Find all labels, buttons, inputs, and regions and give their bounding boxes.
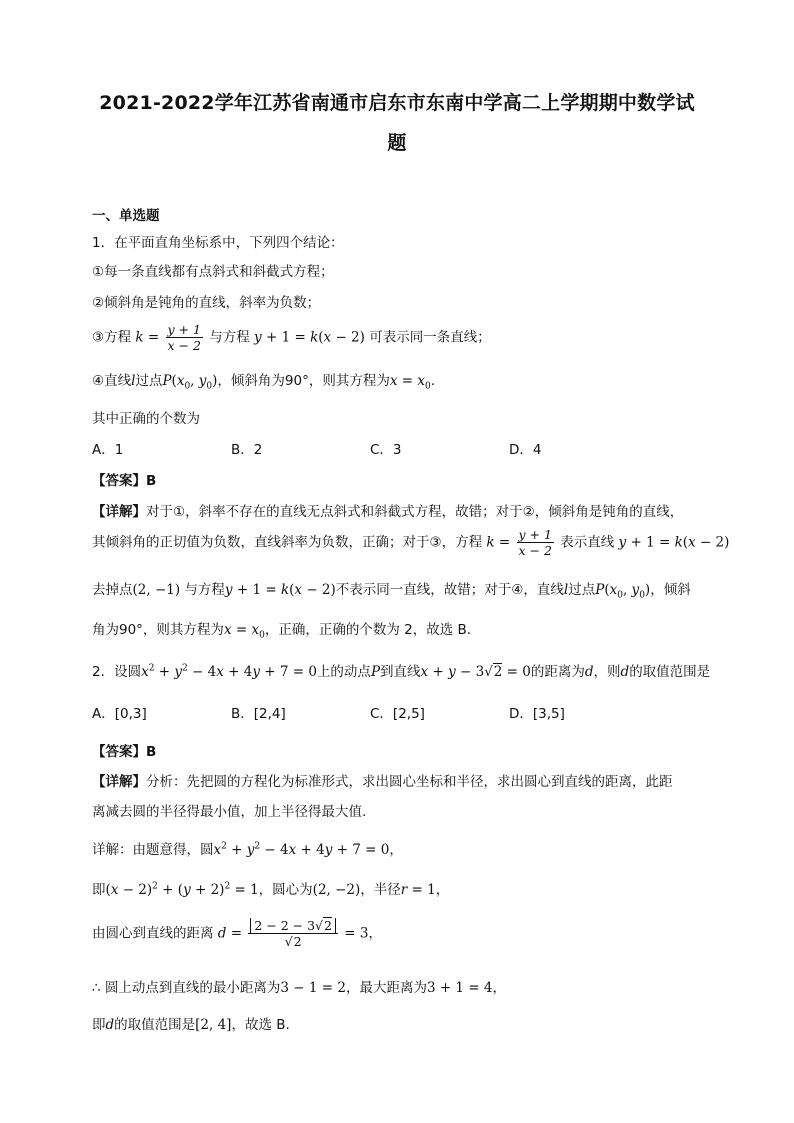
q1-statement-3: ③方程 k = $\frac{y + 1}{x - 2}$ 与方程 y + 1 = k(x − 2) 可表示同一条直线； bbox=[92, 322, 491, 353]
q2-option-d: D．[3,5] bbox=[509, 706, 565, 722]
q1-question: 其中正确的个数为 bbox=[92, 411, 200, 427]
doc-title-line1: 2021-2022学年江苏省南通市启东市东南中学高二上学期期中数学试 bbox=[99, 92, 695, 114]
q2-detail-line1: 【详解】分析：先把圆的方程化为标准形式，求出圆心坐标和半径，求出圆心到直线的距离，此距 bbox=[92, 774, 673, 790]
q2-stem: 2．设圆$x^2 + y^2 - 4x + 4y + 7 = 0$上的动点P到直线x + y − 3√2 = 0的距离为d，则d的取值范围是 bbox=[92, 663, 711, 680]
q1-detail-line3: 去掉点(2, −1) 与方程y + 1 = k(x − 2)不表示同一直线，故错；对于④，直线l过点$P(x_0$, $y_0$)，倾斜 bbox=[92, 582, 691, 601]
q1-statement-2: ②倾斜角是钝角的直线，斜率为负数； bbox=[92, 295, 321, 311]
q2-option-c: C．[2,5] bbox=[370, 706, 425, 722]
q2-option-a: A．[0,3] bbox=[92, 706, 147, 722]
q2-detail-line7: 即d的取值范围是[2, 4]，故选 B. bbox=[92, 1017, 290, 1033]
doc-title-line2: 题 bbox=[387, 132, 407, 154]
q1-statement-1: ①每一条直线都有点斜式和斜截式方程； bbox=[92, 264, 334, 280]
q1-option-b: B．2 bbox=[231, 442, 263, 458]
q1-detail-line2: 其倾斜角的正切值为负数，直线斜率为负数，正确；对于③，方程 k = $\frac{y + 1}{x - 2}$ 表示直线 y + 1 = k(x − 2) bbox=[92, 527, 730, 558]
q1-statement-4: ④直线l过点$P(x_0$, $y_0$)，倾斜角为90°，则其方程为$x = x_0$. bbox=[92, 373, 436, 392]
section-heading: 一、单选题 bbox=[92, 208, 160, 224]
q1-stem: 1．在平面直角坐标系中，下列四个结论： bbox=[92, 235, 344, 251]
q2-detail-line6: ∴ 圆上动点到直线的最小距离为3 − 1 = 2，最大距离为3 + 1 = 4， bbox=[92, 980, 507, 996]
q2-detail-line5: 由圆心到直线的距离 d = $\frac{2 - 2 - 3√2}{√2}$ = 3， bbox=[92, 918, 382, 949]
q1-option-c: C．3 bbox=[370, 442, 402, 458]
q1-option-a: A．1 bbox=[92, 442, 124, 458]
q1-fraction: $\frac{y + 1}{x - 2}$ bbox=[167, 322, 201, 353]
q1-detail-line4: 角为90°，则其方程为$x = x_0$，正确，正确的个数为 2，故选 B. bbox=[92, 622, 472, 641]
q2-option-b: B．[2,4] bbox=[231, 706, 286, 722]
q2-answer: 【答案】B bbox=[92, 744, 157, 760]
q2-detail-line2: 离减去圆的半径得最小值，加上半径得最大值. bbox=[92, 804, 367, 820]
q1-answer: 【答案】B bbox=[92, 473, 157, 489]
q2-detail-line3: 详解：由题意得，圆$x^2 + y^2 - 4x + 4y + 7 = 0$， bbox=[92, 841, 403, 858]
q1-detail-line1: 【详解】对于①，斜率不存在的直线无点斜式和斜截式方程，故错；对于②，倾斜角是钝角的直线， bbox=[92, 504, 684, 520]
q2-detail-line4: 即$(x - 2)^2 + (y + 2)^2 = 1$，圆心为(2, −2)，半径r = 1， bbox=[92, 881, 450, 898]
q1-option-d: D．4 bbox=[509, 442, 542, 458]
